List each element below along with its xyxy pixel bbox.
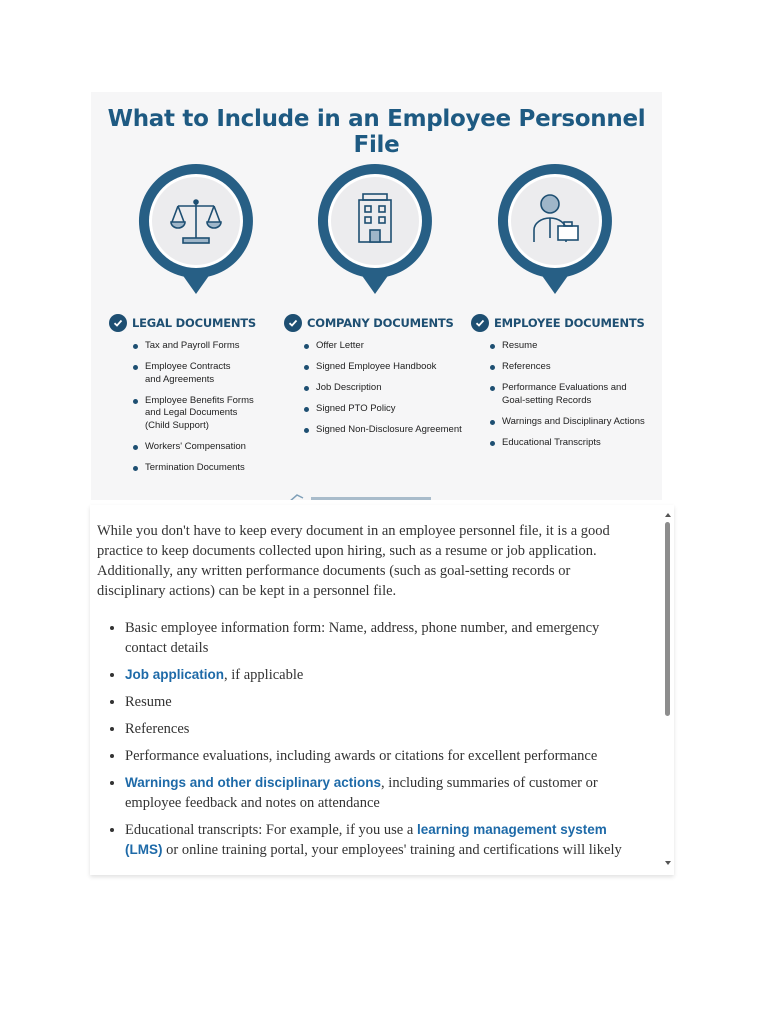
list-item: Employee Benefits Forms and Legal Documents (Child Support) — [133, 395, 256, 433]
list-item: Job Description — [304, 382, 462, 395]
list-item: Signed PTO Policy — [304, 403, 462, 416]
legal-documents-column — [109, 314, 256, 483]
list-item: • Job application, if applicable — [125, 665, 642, 685]
scroll-thumb[interactable] — [665, 522, 670, 716]
list-item: Performance Evaluations and Goal-setting Records — [490, 382, 645, 407]
lms-link[interactable]: learning management system (LMS) — [125, 822, 607, 857]
checkmark-icon — [109, 314, 127, 332]
list-item: Resume — [490, 340, 645, 353]
article-text-panel[interactable] — [90, 505, 674, 875]
list-item: References — [490, 361, 645, 374]
employee-pin — [494, 160, 616, 298]
column-heading: LEGAL DOCUMENTS — [132, 316, 257, 330]
job-application-link[interactable]: Job application — [125, 667, 225, 682]
infographic-image — [91, 92, 662, 500]
logo-icon — [287, 494, 437, 500]
checkmark-icon — [471, 314, 489, 332]
list-item: Signed Non-Disclosure Agreement — [304, 424, 462, 437]
list-item: Warnings and Disciplinary Actions — [490, 416, 645, 429]
list-item: Tax and Payroll Forms — [133, 340, 256, 353]
list-item: Employee Contracts and Agreements — [133, 361, 256, 386]
list-item: Workers' Compensation — [133, 441, 256, 454]
company-documents-column — [284, 314, 462, 445]
warnings-link[interactable]: Warnings and other disciplinary actions — [125, 775, 382, 790]
company-pin — [314, 160, 436, 298]
list-item: Offer Letter — [304, 340, 462, 353]
checkmark-icon — [284, 314, 302, 332]
column-heading: COMPANY DOCUMENTS — [307, 316, 454, 330]
list-item: Educational Transcripts — [490, 437, 645, 450]
list-item: • Warnings and other disciplinary actions, including summaries of customer or employee feedback and notes on attendance — [125, 773, 642, 813]
vertical-scrollbar[interactable] — [662, 505, 674, 875]
list-item: • Resume — [125, 692, 642, 712]
list-item: • Basic employee information form: Name, address, phone number, and emergency contact details — [125, 618, 642, 658]
article-content — [97, 521, 642, 867]
document-list — [97, 618, 642, 860]
list-item: • Performance evaluations, including awards or citations for excellent performance — [125, 746, 642, 766]
scroll-down-arrow-icon[interactable] — [665, 861, 671, 865]
employee-documents-column — [471, 314, 645, 458]
list-item: Signed Employee Handbook — [304, 361, 462, 374]
column-heading: EMPLOYEE DOCUMENTS — [494, 316, 645, 330]
list-item: Termination Documents — [133, 462, 256, 475]
intro-paragraph: While you don't have to keep every document in an employee personnel file, it is a good practice to keep documents collected upon hiring, such as a resume or job application. Additionally, any written performance documents (such as goal-setting records or disciplinary actions) can be kept in a personnel file. — [97, 523, 610, 599]
list-item: • References — [125, 719, 642, 739]
list-item: • Educational transcripts: For example, if you use a learning management system (LMS) or online training portal, your employees' training and certifications will likely — [125, 820, 642, 860]
scroll-up-arrow-icon[interactable] — [665, 513, 671, 517]
legal-pin — [135, 160, 257, 298]
infographic-title: What to Include in an Employee Personnel File — [107, 106, 646, 158]
